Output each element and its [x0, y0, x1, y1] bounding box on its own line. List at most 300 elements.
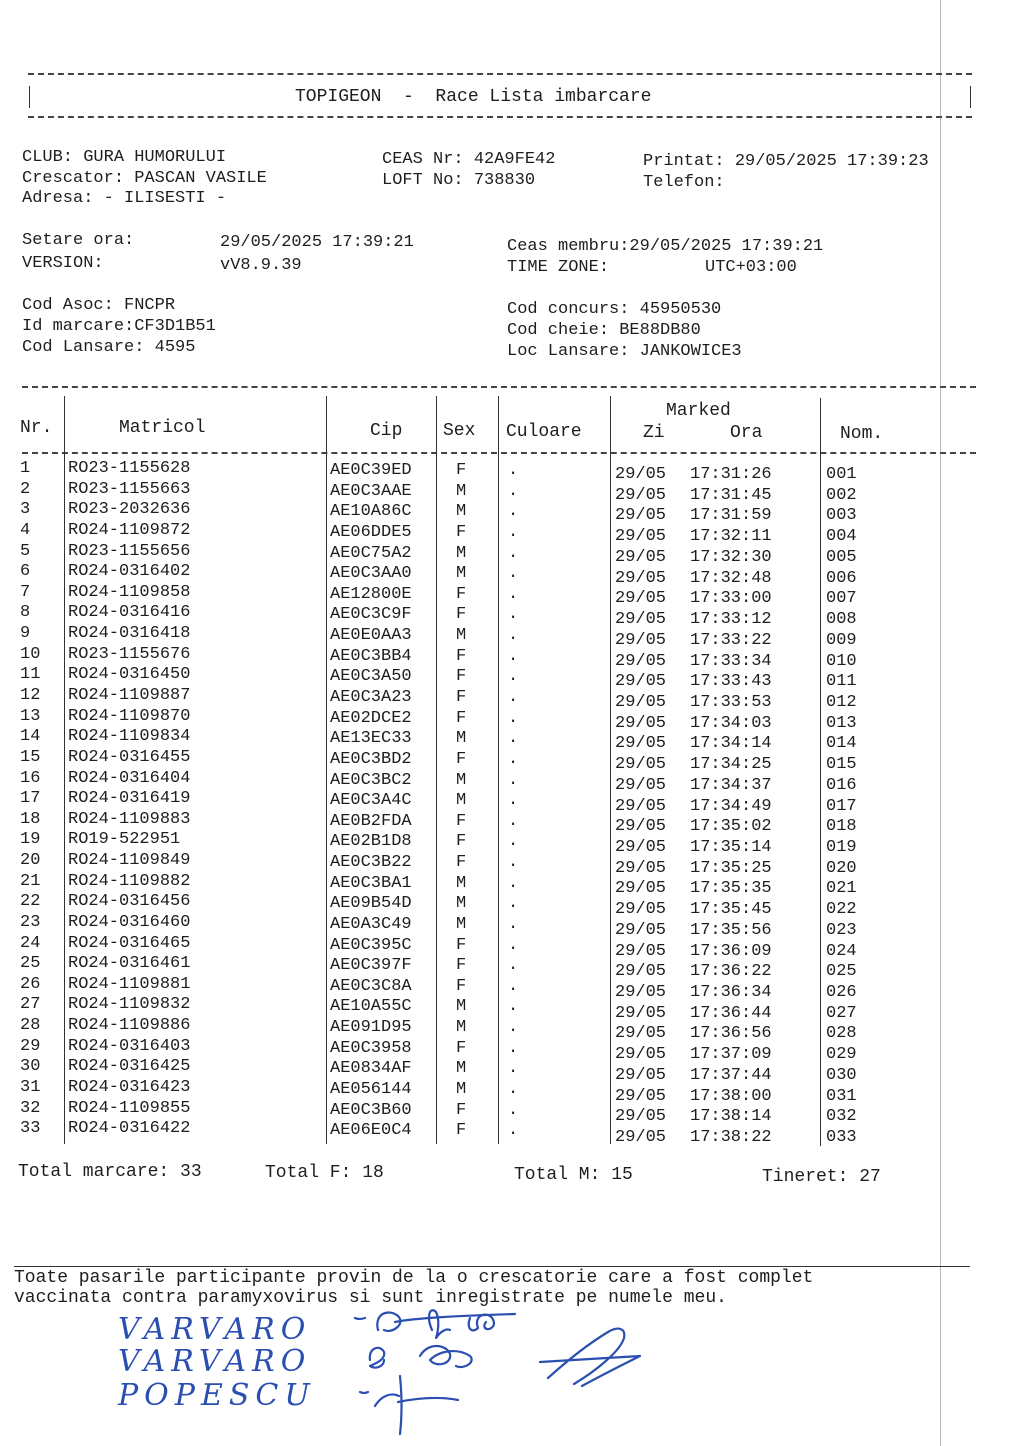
declaration-line-1: Toate pasarile participante provin de la o crescatorie care a fost complet — [14, 1268, 814, 1288]
row-culoare: . — [508, 584, 519, 604]
row-nom: 026 — [826, 983, 857, 1002]
row-nom: 027 — [826, 1003, 857, 1023]
row-cip: AE0C3A4C — [330, 791, 412, 811]
crescator-line: Crescator: PASCAN VASILE — [22, 169, 267, 188]
row-sex: F — [456, 832, 467, 852]
row-cip: AE06E0C4 — [330, 1121, 412, 1141]
row-sex: F — [456, 976, 467, 996]
row-sex: F — [456, 1121, 467, 1141]
row-sex: M — [456, 873, 467, 893]
row-sex: M — [456, 894, 467, 914]
row-sex: F — [456, 853, 467, 872]
row-nr: 19 — [20, 830, 41, 850]
row-matricol: RO24-1109872 — [68, 520, 191, 540]
row-sex: F — [456, 1038, 467, 1058]
row-nom: 023 — [826, 920, 857, 940]
row-sex: M — [456, 502, 467, 522]
row-cip: AE0C3BC2 — [330, 770, 412, 790]
row-cip: AE0C3A50 — [330, 667, 412, 687]
row-nr: 14 — [20, 727, 41, 747]
row-culoare: . — [508, 873, 519, 893]
row-culoare: . — [508, 502, 519, 522]
row-matricol: RO24-0316450 — [68, 665, 191, 685]
row-nr: 28 — [20, 1016, 41, 1035]
row-nom: 033 — [826, 1128, 857, 1147]
row-sex: F — [456, 605, 467, 625]
row-ora: 17:33:53 — [690, 692, 772, 712]
row-matricol: RO24-0316425 — [68, 1057, 191, 1077]
row-cip: AE0B2FDA — [330, 811, 412, 831]
row-ora: 17:34:14 — [690, 734, 772, 754]
row-matricol: RO19-522951 — [68, 830, 181, 850]
row-matricol: RO24-0316423 — [68, 1077, 191, 1097]
row-nom: 019 — [826, 838, 857, 857]
cod-cheie: Cod cheie: BE88DB80 — [507, 321, 701, 340]
row-nom: 012 — [826, 692, 857, 712]
row-sex: F — [456, 461, 467, 480]
row-ora: 17:38:14 — [690, 1107, 772, 1127]
row-zi: 29/05 — [615, 1107, 667, 1127]
row-ora: 17:36:56 — [690, 1024, 772, 1044]
row-matricol: RO24-1109870 — [68, 706, 191, 726]
row-nr: 21 — [20, 871, 41, 891]
row-zi: 29/05 — [615, 838, 667, 857]
row-culoare: . — [508, 791, 519, 811]
row-zi: 29/05 — [615, 983, 667, 1002]
header-matricol: Matricol — [119, 418, 206, 438]
row-matricol: RO24-0316403 — [68, 1036, 191, 1056]
row-cip: AE0C397F — [330, 956, 412, 976]
row-ora: 17:34:03 — [690, 713, 772, 733]
row-sex: F — [456, 667, 467, 687]
total-m: Total M: 15 — [514, 1165, 633, 1185]
row-ora: 17:35:25 — [690, 858, 772, 878]
time-zone-value: UTC+03:00 — [705, 258, 797, 277]
row-cip: AE0C75A2 — [330, 543, 412, 563]
row-cip: AE0C3C8A — [330, 976, 412, 996]
row-sex: M — [456, 543, 467, 563]
row-ora: 17:31:59 — [690, 506, 772, 526]
row-matricol: RO24-1109887 — [68, 685, 191, 705]
cod-asoc: Cod Asoc: FNCPR — [22, 296, 176, 315]
row-zi: 29/05 — [615, 962, 667, 982]
row-nom: 002 — [826, 485, 857, 505]
row-culoare: . — [508, 997, 519, 1017]
row-matricol: RO24-1109881 — [68, 974, 191, 994]
row-nom: 001 — [826, 465, 857, 484]
row-nr: 16 — [20, 768, 41, 788]
row-zi: 29/05 — [615, 1065, 667, 1085]
row-cip: AE0C3B60 — [330, 1100, 412, 1120]
row-zi: 29/05 — [615, 527, 667, 547]
row-zi: 29/05 — [615, 941, 667, 961]
loft-no: LOFT No: 738830 — [382, 171, 536, 190]
row-cip: AE10A86C — [330, 502, 412, 522]
row-nr: 23 — [20, 912, 41, 932]
row-ora: 17:32:48 — [690, 568, 772, 588]
row-ora: 17:33:43 — [690, 672, 772, 692]
row-matricol: RO23-1155656 — [68, 541, 191, 561]
row-nr: 2 — [20, 479, 31, 499]
row-nr: 31 — [20, 1077, 41, 1097]
row-nom: 032 — [826, 1107, 857, 1127]
row-sex: F — [456, 687, 467, 707]
row-nom: 025 — [826, 962, 857, 982]
row-zi: 29/05 — [615, 755, 667, 775]
row-sex: M — [456, 1018, 467, 1037]
header-cip: Cip — [370, 421, 403, 441]
row-nr: 5 — [20, 541, 31, 561]
row-nom: 021 — [826, 879, 857, 899]
row-matricol: RO24-1109834 — [68, 727, 191, 747]
row-zi: 29/05 — [615, 1045, 667, 1065]
row-ora: 17:33:00 — [690, 589, 772, 609]
row-matricol: RO24-1109832 — [68, 995, 191, 1015]
row-culoare: . — [508, 708, 519, 728]
row-zi: 29/05 — [615, 817, 667, 837]
row-nom: 017 — [826, 796, 857, 816]
row-nr: 1 — [20, 459, 31, 478]
row-nom: 010 — [826, 651, 857, 671]
row-cip: AE0C3A23 — [330, 687, 412, 707]
row-nom: 030 — [826, 1065, 857, 1085]
row-cip: AE056144 — [330, 1079, 412, 1099]
row-matricol: RO24-1109858 — [68, 582, 191, 602]
row-culoare: . — [508, 956, 519, 976]
signature-scribble — [540, 1329, 640, 1386]
row-zi: 29/05 — [615, 920, 667, 940]
row-culoare: . — [508, 481, 519, 501]
row-ora: 17:33:22 — [690, 630, 772, 650]
row-nr: 4 — [20, 520, 31, 540]
row-nr: 9 — [20, 624, 31, 643]
row-nom: 028 — [826, 1024, 857, 1044]
row-cip: AE0C3BB4 — [330, 646, 412, 666]
row-matricol: RO24-0316461 — [68, 954, 191, 974]
row-matricol: RO24-1109882 — [68, 871, 191, 891]
row-ora: 17:37:09 — [690, 1045, 772, 1065]
row-matricol: RO24-0316455 — [68, 747, 191, 767]
row-matricol: RO24-1109883 — [68, 809, 191, 829]
row-sex: M — [456, 626, 467, 645]
row-nr: 12 — [20, 685, 41, 705]
row-ora: 17:35:14 — [690, 838, 772, 857]
row-matricol: RO23-2032636 — [68, 500, 191, 520]
handwritten-name-1: VARVARO — [118, 1312, 312, 1347]
row-zi: 29/05 — [615, 1003, 667, 1023]
handwritten-name-3: POPESCU — [118, 1378, 316, 1413]
row-zi: 29/05 — [615, 692, 667, 712]
row-zi: 29/05 — [615, 672, 667, 692]
row-cip: AE02DCE2 — [330, 708, 412, 728]
row-zi: 29/05 — [615, 858, 667, 878]
row-ora: 17:38:00 — [690, 1086, 772, 1106]
row-sex: M — [456, 729, 467, 749]
row-nr: 32 — [20, 1098, 41, 1118]
row-nr: 22 — [20, 892, 41, 912]
row-culoare: . — [508, 729, 519, 749]
row-zi: 29/05 — [615, 775, 667, 795]
row-zi: 29/05 — [615, 568, 667, 588]
row-culoare: . — [508, 935, 519, 955]
row-cip: AE091D95 — [330, 1018, 412, 1037]
initials-scribble-2 — [429, 1310, 494, 1338]
header-nr: Nr. — [20, 418, 53, 438]
row-sex: M — [456, 997, 467, 1017]
cod-lansare: Cod Lansare: 4595 — [22, 338, 196, 357]
row-sex: M — [456, 1079, 467, 1099]
row-nom: 013 — [826, 713, 857, 733]
row-nr: 15 — [20, 747, 41, 767]
row-matricol: RO24-0316465 — [68, 933, 191, 953]
row-sex: F — [456, 1100, 467, 1120]
row-nr: 13 — [20, 706, 41, 726]
declaration-line-2: vaccinata contra paramyxovirus si sunt inregistrate pe numele meu. — [14, 1288, 727, 1308]
row-sex: M — [456, 770, 467, 790]
row-nom: 011 — [826, 672, 857, 692]
row-culoare: . — [508, 811, 519, 831]
row-matricol: RO24-0316418 — [68, 624, 191, 643]
row-culoare: . — [508, 894, 519, 914]
row-sex: F — [456, 646, 467, 666]
time-zone-label: TIME ZONE: — [507, 258, 610, 277]
row-ora: 17:31:26 — [690, 465, 772, 484]
id-marcare: Id marcare:CF3D1B51 — [22, 317, 216, 336]
row-nom: 008 — [826, 610, 857, 629]
row-cip: AE0C3B22 — [330, 853, 412, 872]
row-nom: 004 — [826, 527, 857, 547]
row-nr: 30 — [20, 1057, 41, 1077]
row-cip: AE0E0AA3 — [330, 626, 412, 645]
header-zi: Zi — [643, 423, 665, 443]
row-nr: 20 — [20, 851, 41, 870]
row-culoare: . — [508, 1018, 519, 1037]
row-sex: M — [456, 914, 467, 934]
club-line: CLUB: GURA HUMORULUI — [22, 148, 227, 167]
row-culoare: . — [508, 564, 519, 584]
row-ora: 17:34:49 — [690, 796, 772, 816]
row-cip: AE0C3AA0 — [330, 564, 412, 584]
row-cip: AE13EC33 — [330, 729, 412, 749]
row-zi: 29/05 — [615, 485, 667, 505]
row-matricol: RO24-1109886 — [68, 1016, 191, 1035]
row-nr: 11 — [20, 665, 41, 685]
row-cip: AE02B1D8 — [330, 832, 412, 852]
row-sex: M — [456, 481, 467, 501]
initials-scribble-4 — [360, 1376, 458, 1434]
total-marcare: Total marcare: 33 — [18, 1162, 202, 1182]
row-sex: M — [456, 791, 467, 811]
row-zi: 29/05 — [615, 1128, 667, 1147]
version-label: VERSION: — [22, 254, 104, 273]
row-zi: 29/05 — [615, 879, 667, 899]
row-ora: 17:36:34 — [690, 983, 772, 1002]
row-matricol: RO24-0316460 — [68, 912, 191, 932]
row-culoare: . — [508, 832, 519, 852]
setare-ora-value: 29/05/2025 17:39:21 — [220, 233, 414, 252]
row-culoare: . — [508, 461, 519, 480]
row-zi: 29/05 — [615, 589, 667, 609]
row-nom: 005 — [826, 547, 857, 567]
row-zi: 29/05 — [615, 900, 667, 920]
row-nom: 003 — [826, 506, 857, 526]
row-nom: 022 — [826, 900, 857, 920]
row-cip: AE0C395C — [330, 935, 412, 955]
row-matricol: RO23-1155676 — [68, 644, 191, 664]
row-nr: 18 — [20, 809, 41, 829]
row-nom: 024 — [826, 941, 857, 961]
tineret: Tineret: 27 — [762, 1167, 881, 1187]
row-nr: 24 — [20, 933, 41, 953]
row-ora: 17:32:30 — [690, 547, 772, 567]
row-culoare: . — [508, 1059, 519, 1079]
row-zi: 29/05 — [615, 630, 667, 650]
row-nom: 031 — [826, 1086, 857, 1106]
row-ora: 17:31:45 — [690, 485, 772, 505]
row-culoare: . — [508, 522, 519, 542]
row-nr: 3 — [20, 500, 31, 520]
row-sex: F — [456, 749, 467, 769]
row-cip: AE0C3BD2 — [330, 749, 412, 769]
report-title: TOPIGEON - Race Lista imbarcare — [295, 87, 652, 107]
row-culoare: . — [508, 749, 519, 769]
row-cip: AE0A3C49 — [330, 914, 412, 934]
row-zi: 29/05 — [615, 465, 667, 484]
row-zi: 29/05 — [615, 651, 667, 671]
row-sex: M — [456, 1059, 467, 1079]
row-culoare: . — [508, 976, 519, 996]
loc-lansare: Loc Lansare: JANKOWICE3 — [507, 342, 742, 361]
row-nom: 015 — [826, 755, 857, 775]
handwritten-name-2: VARVARO — [118, 1344, 312, 1379]
row-nom: 014 — [826, 734, 857, 754]
printat: Printat: 29/05/2025 17:39:23 — [643, 152, 929, 171]
header-ora: Ora — [730, 423, 763, 443]
version-value: vV8.9.39 — [220, 256, 302, 275]
row-cip: AE0C3AAE — [330, 481, 412, 501]
row-ora: 17:35:45 — [690, 900, 772, 920]
header-marked: Marked — [666, 401, 731, 421]
row-matricol: RO24-1109849 — [68, 851, 191, 870]
row-sex: F — [456, 708, 467, 728]
row-nr: 17 — [20, 789, 41, 809]
row-ora: 17:34:37 — [690, 775, 772, 795]
row-nom: 016 — [826, 775, 857, 795]
row-nr: 8 — [20, 603, 31, 623]
header-culoare: Culoare — [506, 422, 582, 442]
row-sex: F — [456, 811, 467, 831]
row-nom: 009 — [826, 630, 857, 650]
row-culoare: . — [508, 1100, 519, 1120]
row-ora: 17:33:34 — [690, 651, 772, 671]
row-zi: 29/05 — [615, 796, 667, 816]
row-cip: AE0C3BA1 — [330, 873, 412, 893]
row-nom: 020 — [826, 858, 857, 878]
row-zi: 29/05 — [615, 1086, 667, 1106]
row-culoare: . — [508, 646, 519, 666]
row-nr: 26 — [20, 974, 41, 994]
row-zi: 29/05 — [615, 734, 667, 754]
row-culoare: . — [508, 770, 519, 790]
row-nr: 25 — [20, 954, 41, 974]
row-culoare: . — [508, 853, 519, 872]
row-nom: 006 — [826, 568, 857, 588]
row-nom: 007 — [826, 589, 857, 609]
row-cip: AE0C3C9F — [330, 605, 412, 625]
row-matricol: RO23-1155663 — [68, 479, 191, 499]
row-sex: F — [456, 584, 467, 604]
row-culoare: . — [508, 1079, 519, 1099]
row-nom: 029 — [826, 1045, 857, 1065]
ceas-nr: CEAS Nr: 42A9FE42 — [382, 150, 556, 169]
row-cip: AE09B54D — [330, 894, 412, 914]
row-matricol: RO24-0316402 — [68, 562, 191, 582]
row-ora: 17:36:22 — [690, 962, 772, 982]
cod-concurs: Cod concurs: 45950530 — [507, 300, 722, 319]
row-zi: 29/05 — [615, 547, 667, 567]
row-cip: AE0834AF — [330, 1059, 412, 1079]
row-culoare: . — [508, 914, 519, 934]
setare-ora-label: Setare ora: — [22, 231, 135, 250]
row-nr: 7 — [20, 582, 31, 602]
row-culoare: . — [508, 605, 519, 625]
row-ora: 17:38:22 — [690, 1128, 772, 1147]
row-ora: 17:34:25 — [690, 755, 772, 775]
row-ora: 17:36:44 — [690, 1003, 772, 1023]
row-nr: 29 — [20, 1036, 41, 1056]
total-f: Total F: 18 — [265, 1163, 384, 1183]
row-matricol: RO24-0316404 — [68, 768, 191, 788]
row-nr: 6 — [20, 562, 31, 582]
row-ora: 17:33:12 — [690, 610, 772, 629]
row-cip: AE10A55C — [330, 997, 412, 1017]
row-nom: 018 — [826, 817, 857, 837]
row-ora: 17:36:09 — [690, 941, 772, 961]
row-culoare: . — [508, 626, 519, 645]
row-sex: F — [456, 956, 467, 976]
row-sex: F — [456, 935, 467, 955]
row-culoare: . — [508, 1121, 519, 1141]
row-cip: AE12800E — [330, 584, 412, 604]
row-matricol: RO24-0316456 — [68, 892, 191, 912]
row-zi: 29/05 — [615, 713, 667, 733]
row-matricol: RO23-1155628 — [68, 459, 191, 478]
row-zi: 29/05 — [615, 1024, 667, 1044]
row-ora: 17:35:02 — [690, 817, 772, 837]
row-ora: 17:35:56 — [690, 920, 772, 940]
telefon: Telefon: — [643, 173, 725, 192]
row-sex: M — [456, 564, 467, 584]
row-culoare: . — [508, 667, 519, 687]
header-sex: Sex — [443, 421, 476, 441]
header-nom: Nom. — [840, 424, 884, 444]
ceas-membru: Ceas membru:29/05/2025 17:39:21 — [507, 237, 824, 256]
row-matricol: RO24-0316419 — [68, 789, 191, 809]
row-ora: 17:32:11 — [690, 527, 772, 547]
row-ora: 17:35:35 — [690, 879, 772, 899]
row-matricol: RO24-0316416 — [68, 603, 191, 623]
row-matricol: RO24-0316422 — [68, 1119, 191, 1139]
row-culoare: . — [508, 687, 519, 707]
row-culoare: . — [508, 1038, 519, 1058]
initials-scribble-3 — [370, 1346, 472, 1368]
row-zi: 29/05 — [615, 506, 667, 526]
row-nr: 27 — [20, 995, 41, 1015]
row-matricol: RO24-1109855 — [68, 1098, 191, 1118]
row-culoare: . — [508, 543, 519, 563]
row-nr: 10 — [20, 644, 41, 664]
adresa-line: Adresa: - ILISESTI - — [22, 189, 227, 208]
